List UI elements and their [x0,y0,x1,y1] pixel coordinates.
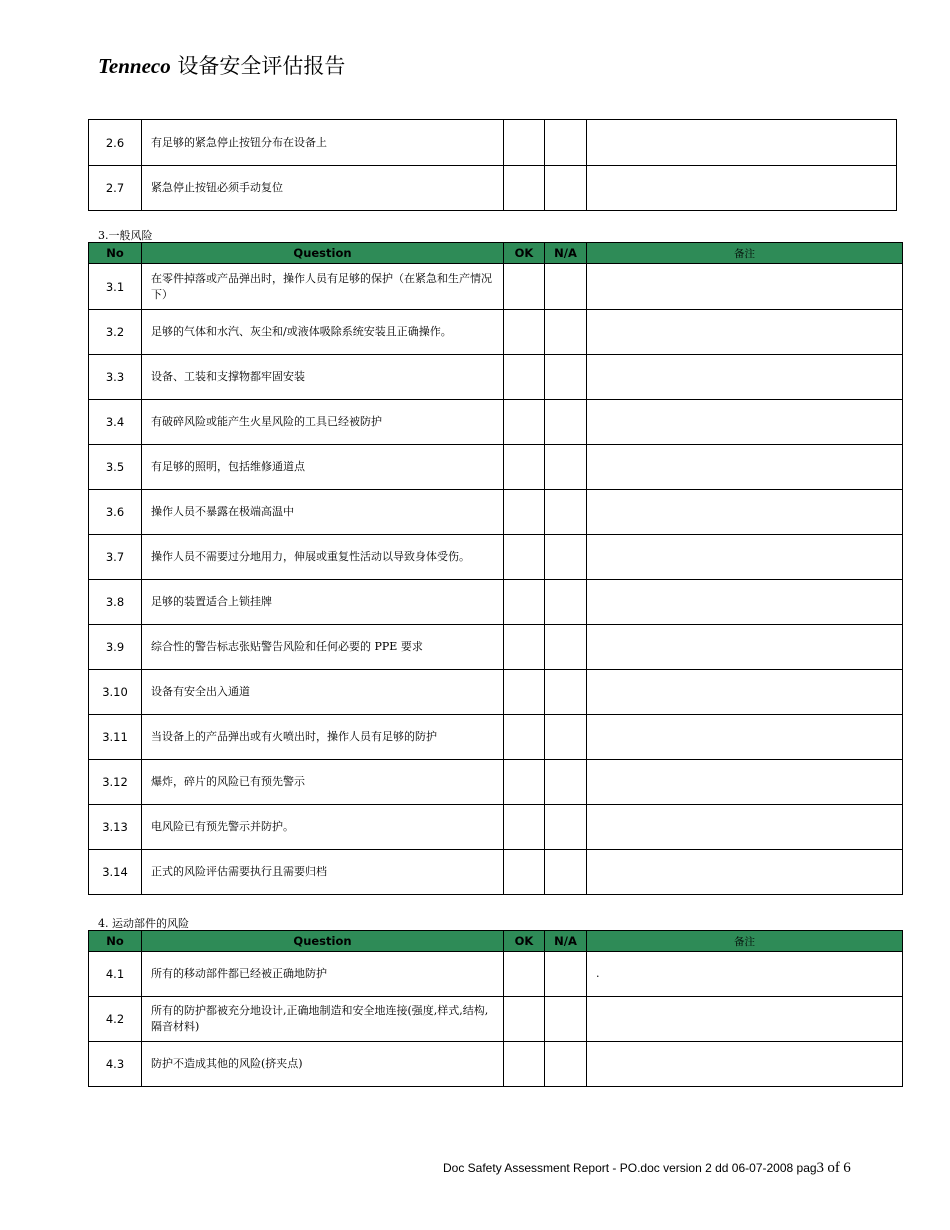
table-row [89,625,903,670]
column-header-ok: OK [504,931,545,952]
column-header-question: Question [142,931,504,952]
table-row [89,715,903,760]
row-na-cell[interactable] [545,355,587,400]
row-na-cell[interactable] [545,760,587,805]
row-remark-cell[interactable] [587,120,897,166]
row-number: 3.5 [89,445,142,490]
section-4-table [88,930,903,1087]
row-ok-cell[interactable] [504,264,545,310]
brand-name: Tenneco [98,54,171,78]
table-row [89,490,903,535]
table-row [89,120,897,166]
row-na-cell[interactable] [545,715,587,760]
row-ok-cell[interactable] [504,952,545,997]
row-number: 3.6 [89,490,142,535]
table-row [89,310,903,355]
table-row [89,997,903,1042]
row-ok-cell[interactable] [504,445,545,490]
row-remark-cell[interactable]: . [587,952,903,997]
table-row [89,850,903,895]
row-na-cell[interactable] [545,625,587,670]
row-ok-cell[interactable] [504,400,545,445]
row-remark-cell[interactable] [587,535,903,580]
row-question: 有足够的照明，包括维修通道点 [142,445,504,490]
row-number: 2.7 [89,166,142,211]
row-number: 3.12 [89,760,142,805]
row-remark-cell[interactable] [587,805,903,850]
row-na-cell[interactable] [545,850,587,895]
row-remark-cell[interactable] [587,1042,903,1087]
row-question: 综合性的警告标志张贴警告风险和任何必要的 PPE 要求 [142,625,504,670]
row-remark-cell[interactable] [587,445,903,490]
column-header-no: No [89,931,142,952]
section-4-label: 4. 运动部件的风险 [98,917,189,930]
page-number: 3 [816,1160,825,1176]
column-header-no: No [89,243,142,264]
row-number: 3.9 [89,625,142,670]
row-remark-cell[interactable] [587,166,897,211]
row-na-cell[interactable] [545,952,587,997]
table-row [89,445,903,490]
table-header-row [89,931,903,952]
row-number: 2.6 [89,120,142,166]
row-question: 设备、工装和支撑物都牢固安装 [142,355,504,400]
row-na-cell[interactable] [545,670,587,715]
row-remark-cell[interactable] [587,580,903,625]
row-question: 正式的风险评估需要执行且需要归档 [142,850,504,895]
footer-text: Doc Safety Assessment Report - PO.doc version 2 dd 06-07-2008 pag [443,1161,817,1175]
row-question: 有足够的紧急停止按钮分布在设备上 [142,120,504,166]
row-number: 3.7 [89,535,142,580]
page-of-label: of [827,1160,840,1176]
row-question: 爆炸，碎片的风险已有预先警示 [142,760,504,805]
table-header-row [89,243,903,264]
row-ok-cell[interactable] [504,355,545,400]
section-3-label: 3.一般风险 [98,229,153,242]
document-title [98,50,345,80]
row-na-cell[interactable] [545,997,587,1042]
row-question: 在零件掉落或产品弹出时，操作人员有足够的保护（在紧急和生产情况下） [142,264,504,310]
table-row [89,580,903,625]
row-na-cell[interactable] [545,400,587,445]
row-number: 4.3 [89,1042,142,1087]
row-ok-cell[interactable] [504,805,545,850]
row-ok-cell[interactable] [504,760,545,805]
row-ok-cell[interactable] [504,310,545,355]
table-row [89,670,903,715]
row-question: 有破碎风险或能产生火星风险的工具已经被防护 [142,400,504,445]
row-ok-cell[interactable] [504,715,545,760]
report-title: 设备安全评估报告 [177,54,346,78]
row-question: 当设备上的产品弹出或有火喷出时，操作人员有足够的防护 [142,715,504,760]
row-number: 3.1 [89,264,142,310]
row-question: 设备有安全出入通道 [142,670,504,715]
row-na-cell[interactable] [545,580,587,625]
column-header-na: N/A [545,931,587,952]
row-remark-cell[interactable] [587,850,903,895]
row-remark-cell[interactable] [587,310,903,355]
row-na-cell[interactable] [545,1042,587,1087]
table-row [89,355,903,400]
row-remark-cell[interactable] [587,715,903,760]
table-row [89,400,903,445]
page-footer [443,1160,851,1177]
row-number: 3.10 [89,670,142,715]
row-ok-cell[interactable] [504,166,545,211]
section-2-table [88,119,897,211]
column-header-question: Question [142,243,504,264]
row-question: 足够的装置适合上锁挂牌 [142,580,504,625]
row-na-cell[interactable] [545,490,587,535]
row-question: 所有的移动部件都已经被正确地防护 [142,952,504,997]
row-ok-cell[interactable] [504,625,545,670]
table-row [89,952,903,997]
row-na-cell[interactable] [545,120,587,166]
row-number: 3.2 [89,310,142,355]
row-ok-cell[interactable] [504,1042,545,1087]
row-ok-cell[interactable] [504,535,545,580]
row-remark-cell[interactable] [587,355,903,400]
row-ok-cell[interactable] [504,850,545,895]
row-remark-cell[interactable] [587,625,903,670]
table-row [89,264,903,310]
row-number: 4.2 [89,997,142,1042]
row-na-cell[interactable] [545,166,587,211]
row-number: 4.1 [89,952,142,997]
row-number: 3.14 [89,850,142,895]
row-ok-cell[interactable] [504,997,545,1042]
column-header-remark: 备注 [587,931,903,952]
row-remark-cell[interactable] [587,264,903,310]
section-3-table [88,242,903,895]
row-remark-cell[interactable] [587,490,903,535]
row-na-cell[interactable] [545,264,587,310]
row-question: 操作人员不需要过分地用力，伸展或重复性活动以导致身体受伤。 [142,535,504,580]
column-header-remark: 备注 [587,243,903,264]
column-header-na: N/A [545,243,587,264]
row-remark-cell[interactable] [587,670,903,715]
row-question: 防护不造成其他的风险(挤夹点) [142,1042,504,1087]
row-question: 电风险已有预先警示并防护。 [142,805,504,850]
row-number: 3.4 [89,400,142,445]
column-header-ok: OK [504,243,545,264]
table-row [89,760,903,805]
row-question: 操作人员不暴露在极端高温中 [142,490,504,535]
table-row [89,1042,903,1087]
row-ok-cell[interactable] [504,490,545,535]
row-number: 3.3 [89,355,142,400]
row-ok-cell[interactable] [504,580,545,625]
row-remark-cell[interactable] [587,400,903,445]
table-row [89,805,903,850]
row-number: 3.11 [89,715,142,760]
row-remark-cell[interactable] [587,997,903,1042]
row-number: 3.8 [89,580,142,625]
page-total: 6 [843,1160,851,1176]
row-question: 紧急停止按钮必须手动复位 [142,166,504,211]
row-na-cell[interactable] [545,310,587,355]
row-na-cell[interactable] [545,805,587,850]
row-na-cell[interactable] [545,445,587,490]
row-question: 所有的防护都被充分地设计,正确地制造和安全地连接(强度,样式,结构,隔音材料) [142,997,504,1042]
table-row [89,166,897,211]
row-ok-cell[interactable] [504,120,545,166]
table-row [89,535,903,580]
row-remark-cell[interactable] [587,760,903,805]
row-ok-cell[interactable] [504,670,545,715]
row-na-cell[interactable] [545,535,587,580]
row-number: 3.13 [89,805,142,850]
row-question: 足够的气体和水汽、灰尘和/或液体吸除系统安装且正确操作。 [142,310,504,355]
